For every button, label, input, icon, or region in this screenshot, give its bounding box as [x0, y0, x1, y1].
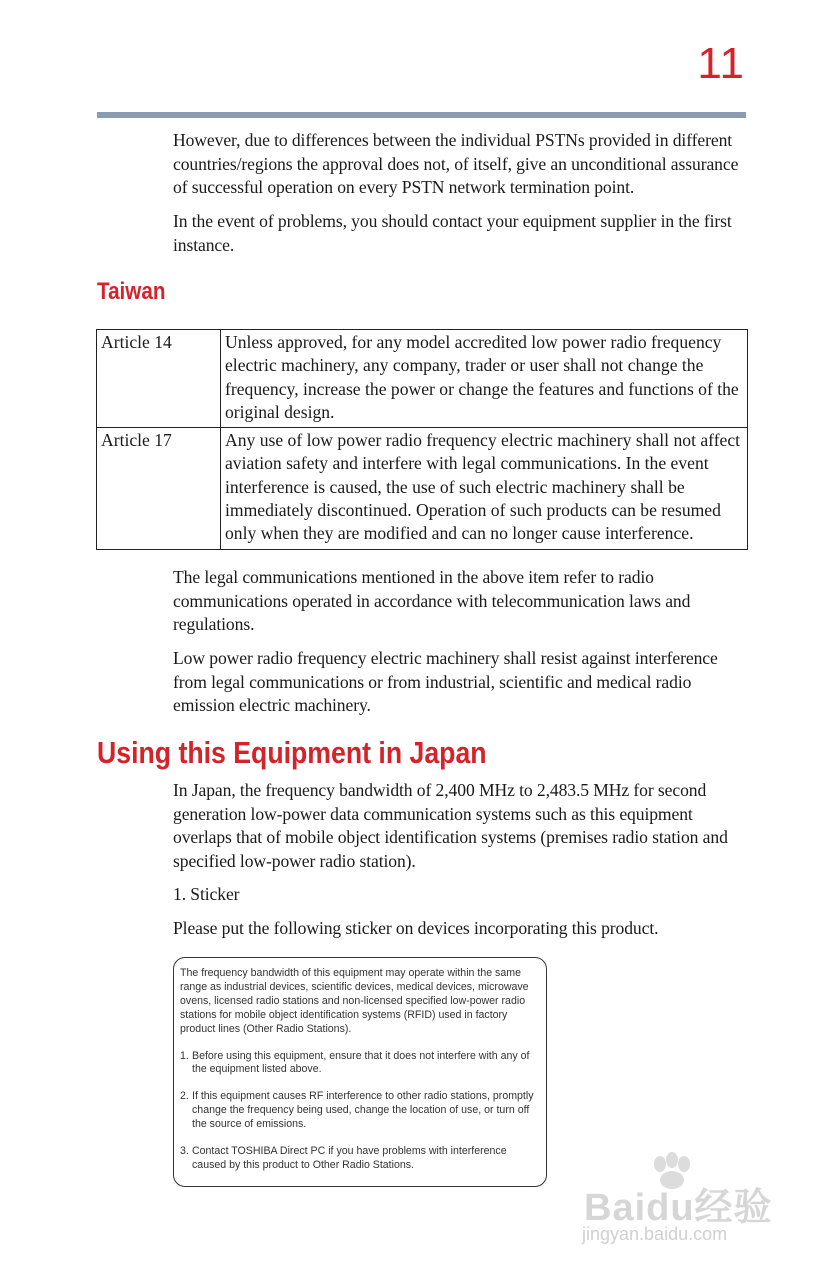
- sticker-box: [173, 957, 547, 1187]
- japan-paragraph-1: In Japan, the frequency bandwidth of 2,400 MHz to 2,483.5 MHz for second generation low-power data communication systems such as this equipment overlaps that of mobile object identification systems (premises radio station and specified low-power radio station).: [173, 780, 728, 871]
- sticker-item: [180, 1090, 540, 1132]
- baidu-watermark: [580, 1152, 780, 1252]
- sticker-item-number: 1.: [180, 1049, 189, 1062]
- sticker-item-text: Contact TOSHIBA Direct PC if you have problems with interference caused by this product to Other Radio Stations.: [192, 1145, 507, 1171]
- sticker-item: [180, 1145, 540, 1173]
- watermark-brand: Baidu经验: [584, 1187, 773, 1229]
- taiwan-articles-table: [96, 329, 748, 550]
- watermark-url: jingyan.baidu.com: [582, 1224, 728, 1244]
- sticker-item: [180, 1050, 540, 1078]
- header-rule: [97, 112, 746, 118]
- article-text: Any use of low power radio frequency electric machinery shall not affect aviation safety and interfere with legal communications. In the event interference is caused, the use of such electric machinery shall be immediately discontinued. Operation of such products can be resumed only when they are modified and can no longer cause interference.: [221, 428, 748, 549]
- sticker-item-number: 2.: [180, 1090, 189, 1103]
- sticker-item-number: 3.: [180, 1145, 189, 1158]
- intro-paragraph-1: However, due to differences between the individual PSTNs provided in different countries/regions the approval does not, of itself, give an unconditional assurance of successful operation on every PSTN network termination point.: [173, 130, 739, 197]
- page-number: 11: [697, 39, 745, 88]
- section-heading-taiwan: Taiwan: [97, 278, 166, 305]
- article-label: Article 14: [97, 330, 221, 428]
- taiwan-paragraph-2: Low power radio frequency electric machinery shall resist against interference from legal communications or from industrial, scientific and medical radio emission electric machinery.: [173, 648, 718, 715]
- section-heading-japan: Using this Equipment in Japan: [97, 735, 487, 770]
- japan-paragraph-3: Please put the following sticker on devices incorporating this product.: [173, 918, 659, 938]
- sticker-intro: The frequency bandwidth of this equipment may operate within the same range as industrial devices, scientific devices, medical devices, microwave ovens, licensed radio stations and non-licensed specified low-power radio stations for mobile object identification systems (RFID) used in factory product lines (Other Radio Stations).: [180, 967, 529, 1035]
- sticker-item-text: If this equipment causes RF interference to other radio stations, promptly change the frequency being used, change the location of use, or turn off the source of emissions.: [192, 1090, 534, 1131]
- intro-paragraph-2: In the event of problems, you should contact your equipment supplier in the first instance.: [173, 211, 732, 255]
- sticker-step-label: 1. Sticker: [173, 884, 240, 904]
- sticker-item-text: Before using this equipment, ensure that it does not interfere with any of the equipment listed above.: [192, 1049, 530, 1076]
- table-row: [97, 428, 748, 549]
- taiwan-paragraph-1: The legal communications mentioned in the above item refer to radio communications operated in accordance with telecommunication laws and regulations.: [173, 567, 691, 634]
- table-row: [97, 330, 748, 428]
- article-label: Article 17: [97, 428, 221, 549]
- article-text: Unless approved, for any model accredited low power radio frequency electric machinery, any company, trader or user shall not change the frequency, increase the power or change the features and functions of the original design.: [221, 330, 748, 428]
